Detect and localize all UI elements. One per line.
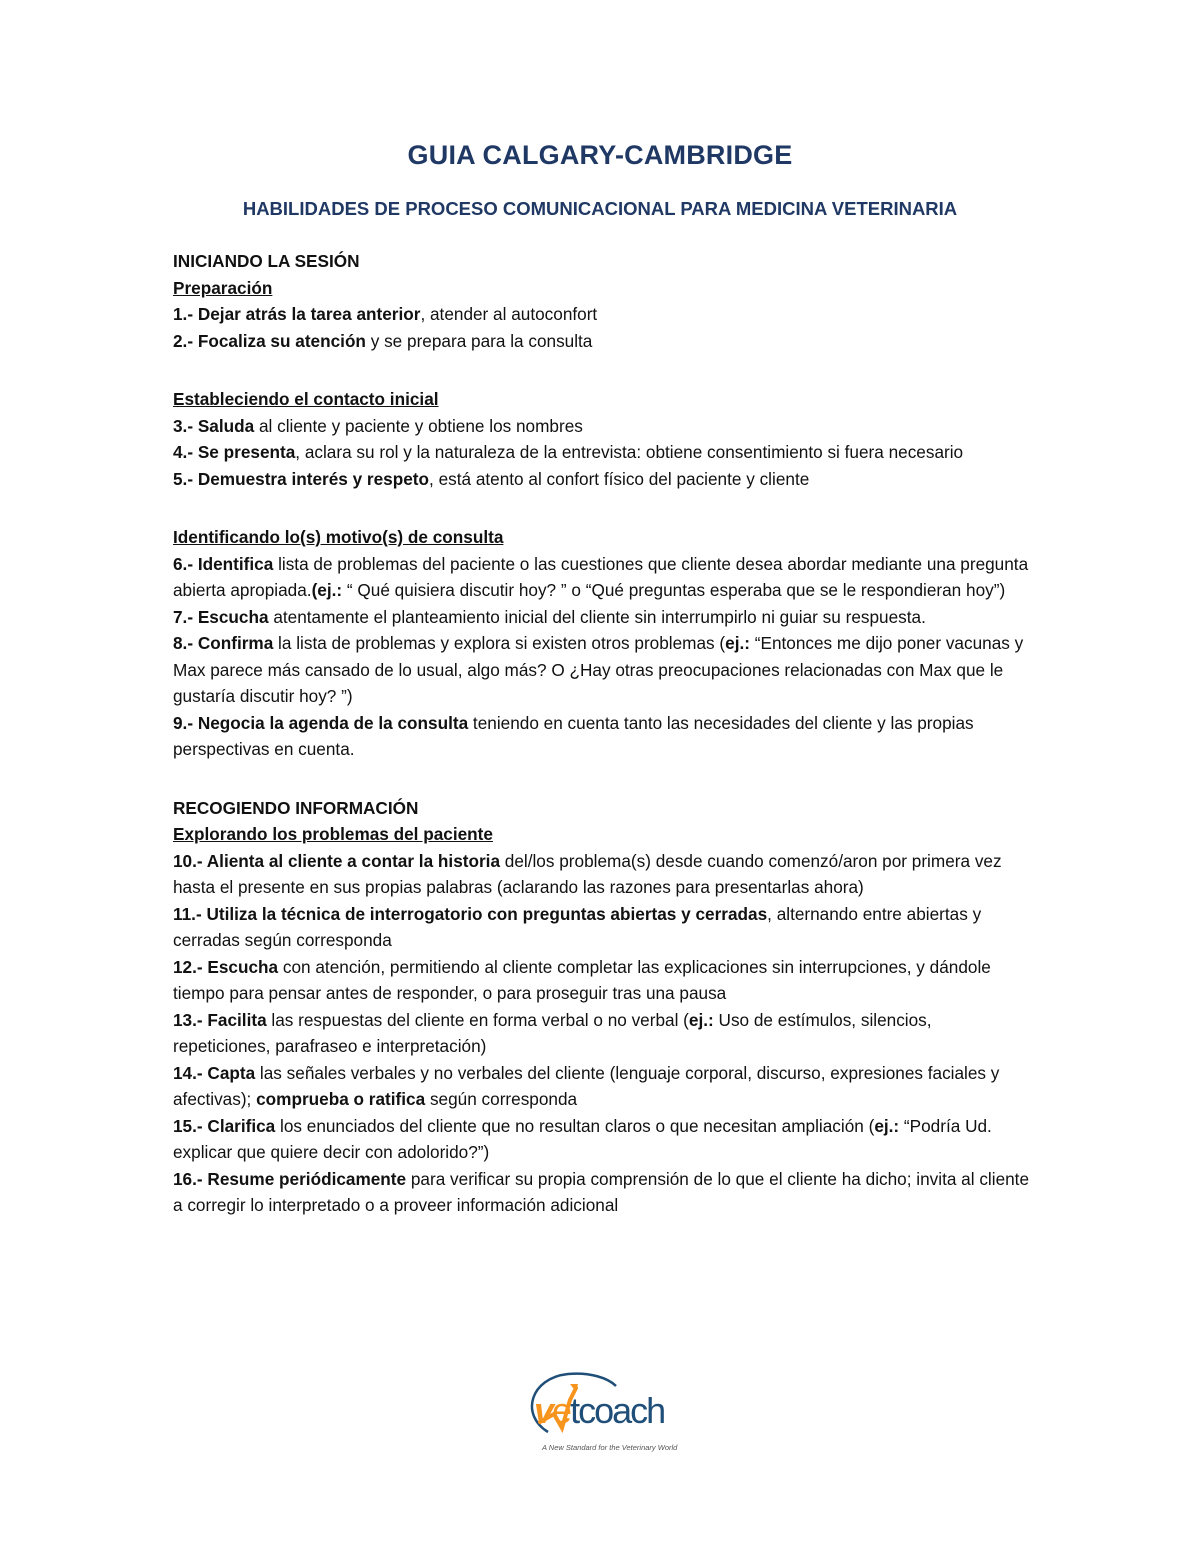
list-item: 13.- Facilita las respuestas del cliente en forma verbal o no verbal (ej.: Uso de estímulos, silencios, repeticiones, parafraseo e interpretación)	[173, 1009, 932, 1056]
subsection-heading: Estableciendo el contacto inicial	[173, 389, 439, 409]
list-item: 2.- Focaliza su atención y se prepara para la consulta	[173, 330, 593, 351]
list-item: 11.- Utiliza la técnica de interrogatorio con preguntas abiertas y cerradas, alternando entre abiertas y cerradas según corresponda	[173, 903, 982, 950]
section-heading: RECOGIENDO INFORMACIÓN	[173, 797, 419, 818]
list-item: 14.- Capta las señales verbales y no verbales del cliente (lenguaje corporal, discurso, expresiones faciales y afectivas); comprueba o ratifica según corresponda	[173, 1062, 1000, 1109]
page-subtitle: HABILIDADES DE PROCESO COMUNICACIONAL PARA MEDICINA VETERINARIA	[242, 198, 958, 219]
list-item: 12.- Escucha con atención, permitiendo al cliente completar las explicaciones sin interrupciones, y dándole tiempo para pensar antes de responder, o para proseguir tras una pausa	[173, 956, 991, 1003]
logo-tagline: A New Standard for the Veterinary World	[542, 1443, 678, 1452]
list-item: 6.- Identifica lista de problemas del paciente o las cuestiones que cliente desea abordar mediante una pregunta abierta apropiada.(ej.: “ Qué quisiera discutir hoy? ” o “Qué preguntas esperaba que se le respondieran hoy”)	[173, 553, 1029, 600]
list-item: 4.- Se presenta, aclara su rol y la naturaleza de la entrevista: obtiene consentimiento si fuera necesario	[173, 442, 964, 462]
page-title: GUIA CALGARY-CAMBRIDGE	[407, 140, 793, 170]
list-item: 10.- Alienta al cliente a contar la historia del/los problema(s) desde cuando comenzó/aron por primera vez hasta el presente en sus propias palabras (aclarando las razones para presentarlas ahora)	[173, 850, 1002, 897]
list-item: 7.- Escucha atentamente el planteamiento inicial del cliente sin interrumpirlo ni guiar su respuesta.	[173, 606, 926, 627]
list-item: 8.- Confirma la lista de problemas y explora si existen otros problemas (ej.: “Entonces me dijo poner vacunas y Max parece más cansado de lo usual, algo más? O ¿Hay otras preocupaciones relacionadas con Max que le gustaría discutir hoy? ”)	[173, 633, 1024, 706]
subsection-heading: Explorando los problemas del paciente	[173, 824, 493, 844]
list-item: 3.- Saluda al cliente y paciente y obtiene los nombres	[173, 415, 583, 436]
guide-content	[173, 248, 1033, 1219]
list-item: 16.- Resume periódicamente para verificar su propia comprensión de lo que el cliente ha dicho; invita al cliente a corregir lo interpretado o a proveer información adicional	[173, 1168, 1030, 1215]
section-heading: INICIANDO LA SESIÓN	[173, 251, 360, 271]
list-item: 5.- Demuestra interés y respeto, está atento al confort físico del paciente y cliente	[173, 468, 810, 489]
list-item: 1.- Dejar atrás la tarea anterior, atender al autoconfort	[173, 304, 598, 324]
subsection-heading: Identificando lo(s) motivo(s) de consulta	[173, 527, 504, 547]
vetcoach-logo	[520, 1370, 680, 1465]
subsection-heading: Preparación	[173, 277, 273, 298]
list-item: 9.- Negocia la agenda de la consulta teniendo en cuenta tanto las necesidades del cliente y las propias perspectivas en cuenta.	[173, 712, 974, 759]
logo-wordmark: vetcoach	[534, 1390, 665, 1431]
list-item: 15.- Clarifica los enunciados del cliente que no resultan claros o que necesitan ampliación (ej.: “Podría Ud. explicar que quiere decir con adolorido?”)	[173, 1115, 992, 1162]
